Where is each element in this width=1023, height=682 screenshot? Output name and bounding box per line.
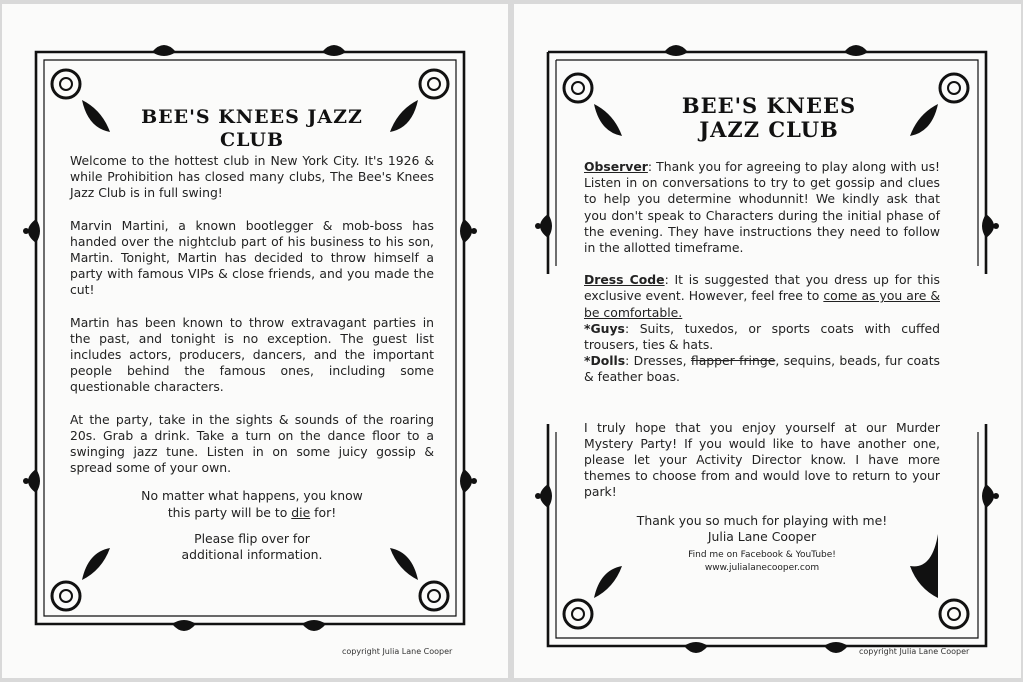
marvin-paragraph: Marvin Martini, a known bootlegger & mob-boss has handed over the nightclub part of his business to his son, Martin. Tonight, Martin has decided to throw himself a party with famous VIPs & close friends, and you made the cut! <box>70 217 434 298</box>
closing-line-2: this party will be to <box>167 504 288 520</box>
right-page-body <box>584 159 940 575</box>
flip-line-2: additional information. <box>181 547 323 563</box>
comfortable-note: come as you are & be comfortable. <box>584 288 940 320</box>
right-page-title <box>644 94 894 142</box>
die-word: die <box>291 504 311 520</box>
left-page-body <box>70 153 434 573</box>
welcome-paragraph: Welcome to the hottest club in New York City. It's 1926 & while Prohibition has closed many clubs, The Bee's Knees Jazz Club is in full swing! <box>70 153 434 201</box>
social-info <box>584 549 940 575</box>
left-flyer-page <box>2 4 508 678</box>
martin-paragraph: Martin has been known to throw extravagant parties in the past, and tonight is no exception. The guest list includes actors, producers, dancers, and the important people behind the famous ones, including some questionable characters. <box>70 314 434 395</box>
dolls-text-1: : Dresses, <box>625 353 691 369</box>
dolls-text-2: , sequins, beads, fur coats & feather boas. <box>584 353 941 385</box>
observer-paragraph <box>584 159 940 256</box>
thanks-block <box>584 513 940 545</box>
right-copyright: copyright Julia Lane Cooper <box>859 647 970 656</box>
closing-line-3: for! <box>314 504 337 520</box>
hope-paragraph: I truly hope that you enjoy yourself at our Murder Mystery Party! If you would like to have another one, please let your Activity Director know. I have more themes to choose from and would love to return to your park! <box>584 419 940 500</box>
guys-line <box>584 321 940 353</box>
author-name: Julia Lane Cooper <box>707 528 817 544</box>
flip-note <box>70 531 434 563</box>
closing-line-1: No matter what happens, you know <box>141 488 363 504</box>
website-link[interactable]: www.julialanecooper.com <box>704 563 820 574</box>
struck-flapper-fringe: flapper fringe <box>690 353 776 369</box>
right-title-line-1: BEE'S KNEES <box>681 93 857 118</box>
social-line: Find me on Facebook & YouTube! <box>688 550 836 561</box>
right-title-line-2: JAZZ CLUB <box>699 117 839 142</box>
guys-text: : Suits, tuxedos, or sports coats with cuffed trousers, ties & hats. <box>584 320 940 353</box>
party-paragraph: At the party, take in the sights & sounds of the roaring 20s. Grab a drink. Take a turn on the dance floor to a swinging jazz tune. Listen in on some juicy gossip & spread some of your own. <box>70 411 434 476</box>
observer-label: Observer <box>584 159 648 174</box>
flip-line-1: Please flip over for <box>194 530 310 546</box>
closing-lines <box>70 488 434 520</box>
observer-text: : Thank you for agreeing to play along with us! Listen in on conversations to try to get gossip and clues to help you determine whodunnit! We kindly ask that you don't speak to Characters during the initial phase of the evening. They have instructions they need to follow in the allotted timeframe. <box>584 159 940 256</box>
dress-code-paragraph <box>584 272 940 321</box>
left-page-title: BEE'S KNEES JAZZ CLUB <box>141 106 363 151</box>
guys-label: *Guys <box>584 320 625 336</box>
dolls-label: *Dolls <box>584 353 626 369</box>
right-flyer-page <box>514 4 1021 678</box>
left-copyright: copyright Julia Lane Cooper <box>342 647 453 656</box>
thanks-line: Thank you so much for playing with me! <box>636 512 888 528</box>
dress-code-label: Dress Code <box>584 272 665 288</box>
dolls-line <box>584 353 940 385</box>
dress-code-text: : It is suggested that you dress up for this exclusive event. However, feel free to <box>584 272 941 304</box>
